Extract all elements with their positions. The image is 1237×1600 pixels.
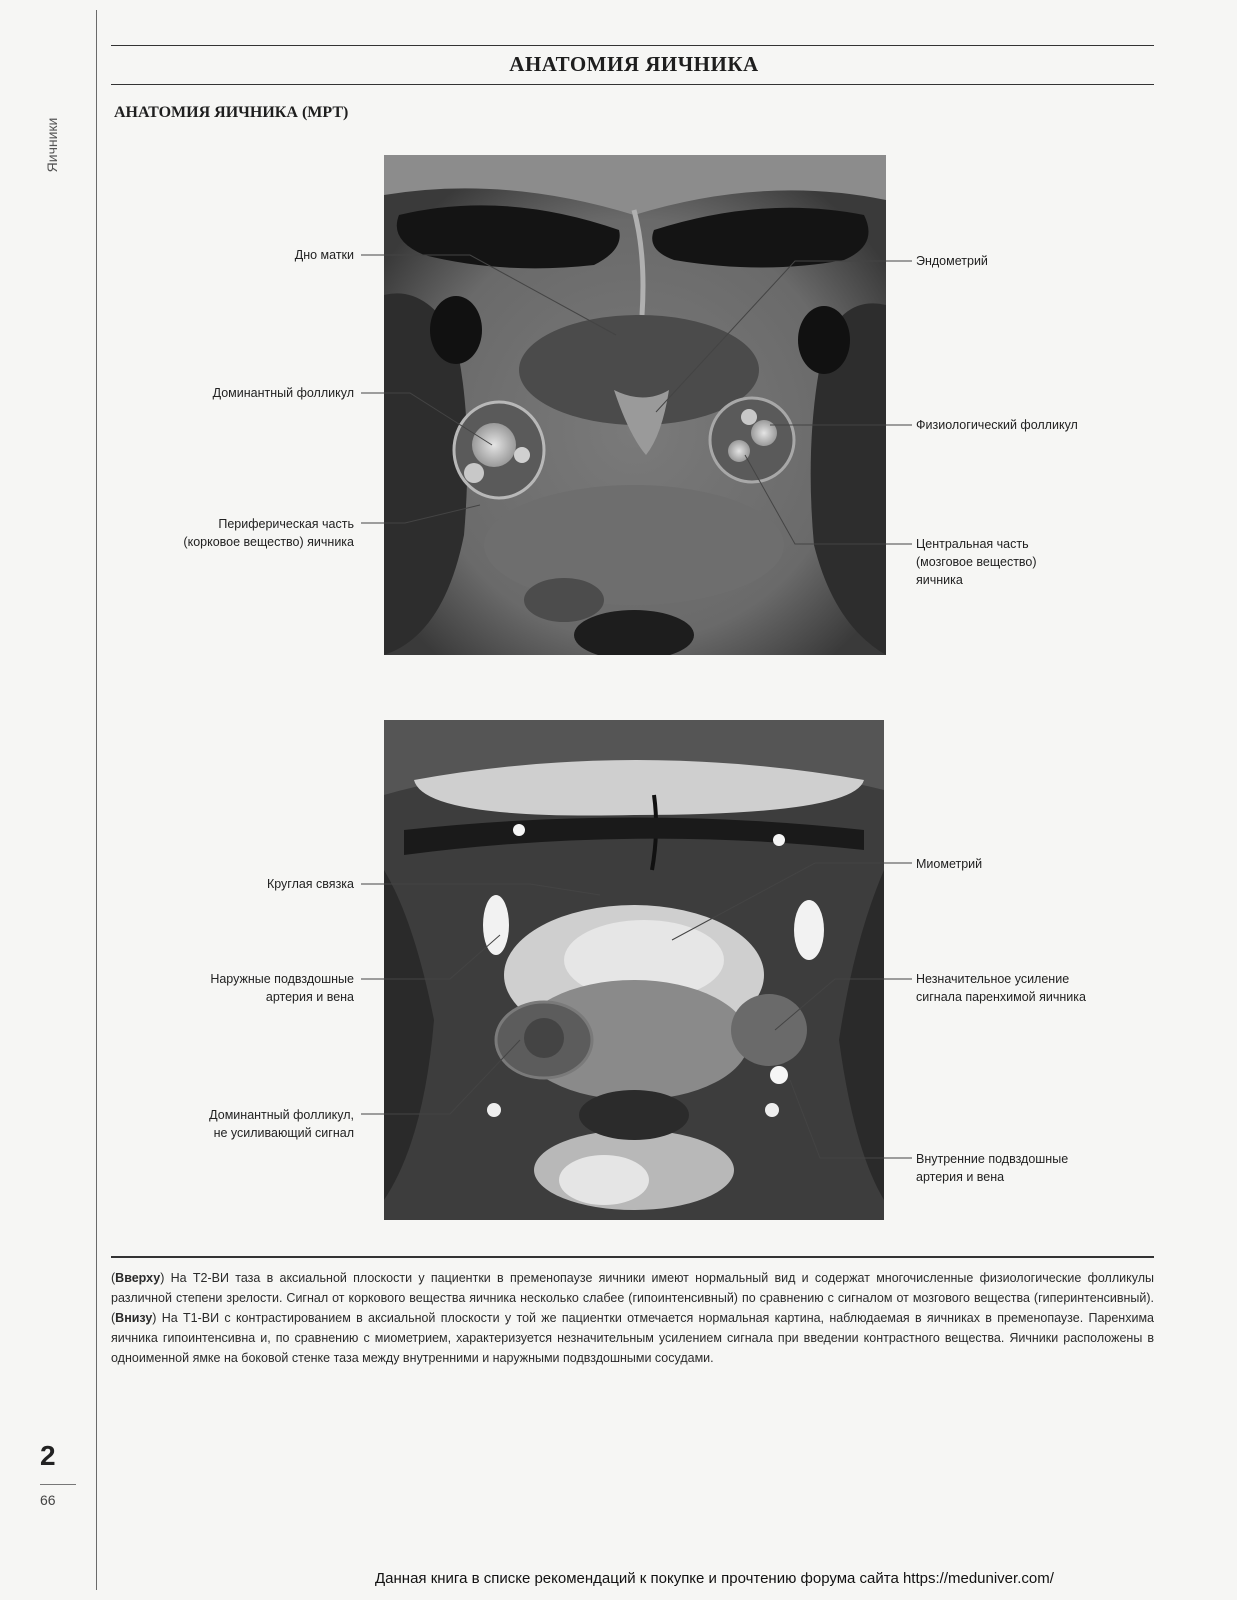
caption-rule bbox=[111, 1256, 1154, 1258]
caption-top-text: ) На Т2-ВИ таза в аксиальной плоскости у пациентки в пременопаузе яичники имеют нормальный вид и содержат многочисленные физиологические фолликулы различной степени зрелости. Сигнал от коркового вещества яичника несколько слабее (гипоинтенсивный) по сравнению с сигналом от мозгового вещества (гиперинтенсивный). ( bbox=[111, 1271, 1154, 1325]
label-central-1: Центральная часть bbox=[916, 537, 1029, 551]
mri-t1-drawing bbox=[384, 720, 884, 1220]
label-minor-enh-2: сигнала паренхимой яичника bbox=[916, 990, 1086, 1004]
label-minor-enh-1: Незначительное усиление bbox=[916, 972, 1070, 986]
page-title: АНАТОМИЯ ЯИЧНИКА bbox=[509, 52, 759, 76]
caption-bottom-tag: Внизу bbox=[115, 1311, 153, 1325]
margin-line bbox=[96, 10, 97, 1590]
mri-t2-drawing bbox=[384, 155, 886, 655]
label-central-2: (мозговое вещество) bbox=[916, 555, 1037, 569]
mri-t2-image bbox=[384, 155, 886, 655]
label-ext-iliac-2: артерия и вена bbox=[265, 990, 354, 1004]
figure-caption: (Вверху) На Т2-ВИ таза в аксиальной плоскости у пациентки в пременопаузе яичники имеют нормальный вид и содержат многочисленные физиологические фолликулы различной степени зрелости. Сигнал от коркового вещества яичника несколько слабее (гипоинтенсивный) по сравнению с сигналом от мозгового вещества (гиперинтенсивный). (Внизу) На Т1-ВИ с контрастированием в аксиальной плоскости у той же пациентки отмечается нормальная картина, наблюдаемая в яичниках в пременопаузе. Паренхима яичника гипоинтенсивна и, по сравнению с миометрием, характеризуется незначительным усилением сигнала при введении контрастного вещества. Яичники расположены в одноименной ямке на боковой стенке таза между внутренними и наружными подвздошными сосудами. bbox=[111, 1271, 1154, 1365]
label-central-3: яичника bbox=[916, 573, 963, 587]
label-dominant-follicle: Доминантный фолликул bbox=[212, 386, 354, 400]
title-bottom-rule bbox=[111, 84, 1154, 85]
label-endometrium: Эндометрий bbox=[916, 254, 988, 268]
label-dom-follicle-1: Доминантный фолликул, bbox=[209, 1108, 354, 1122]
page-number: 66 bbox=[40, 1492, 56, 1508]
section-title: АНАТОМИЯ ЯИЧНИКА (МРТ) bbox=[114, 104, 349, 121]
label-myometrium: Миометрий bbox=[916, 857, 983, 871]
side-chapter-label: Яичники bbox=[44, 117, 60, 173]
chapter-number: 2 bbox=[40, 1440, 56, 1471]
title-top-rule bbox=[111, 45, 1154, 46]
label-ext-iliac-1: Наружные подвздошные bbox=[210, 972, 354, 986]
footer-note: Данная книга в списке рекомендаций к покупке и прочтению форума сайта https://meduniver.com/ bbox=[375, 1570, 1054, 1587]
label-int-iliac-2: артерия и вена bbox=[916, 1170, 1005, 1184]
mri-t1-contrast-image bbox=[384, 720, 884, 1220]
label-dom-follicle-2: не усиливающий сигнал bbox=[213, 1126, 354, 1140]
label-round-ligament: Круглая связка bbox=[266, 877, 354, 891]
chapter-rule bbox=[40, 1484, 76, 1485]
label-peripheral-1: Периферическая часть bbox=[218, 517, 354, 531]
caption-top-tag: Вверху bbox=[115, 1271, 161, 1285]
label-uterine-fundus: Дно матки bbox=[294, 248, 354, 262]
label-int-iliac-1: Внутренние подвздошные bbox=[916, 1152, 1069, 1166]
label-peripheral-2: (корковое вещество) яичника bbox=[183, 535, 354, 549]
label-physiologic-follicle: Физиологический фолликул bbox=[916, 418, 1078, 432]
caption-bottom-text: ) На Т1-ВИ с контрастированием в аксиальной плоскости у той же пациентки отмечается нормальная картина, наблюдаемая в яичниках в пременопаузе. Паренхима яичника гипоинтенсивна и, по сравнению с миометрием, характеризуется незначительным усилением сигнала при введении контрастного вещества. Яичники расположены в одноименной ямке на боковой стенке таза между внутренними и наружными подвздошными сосудами. bbox=[111, 1311, 1154, 1365]
